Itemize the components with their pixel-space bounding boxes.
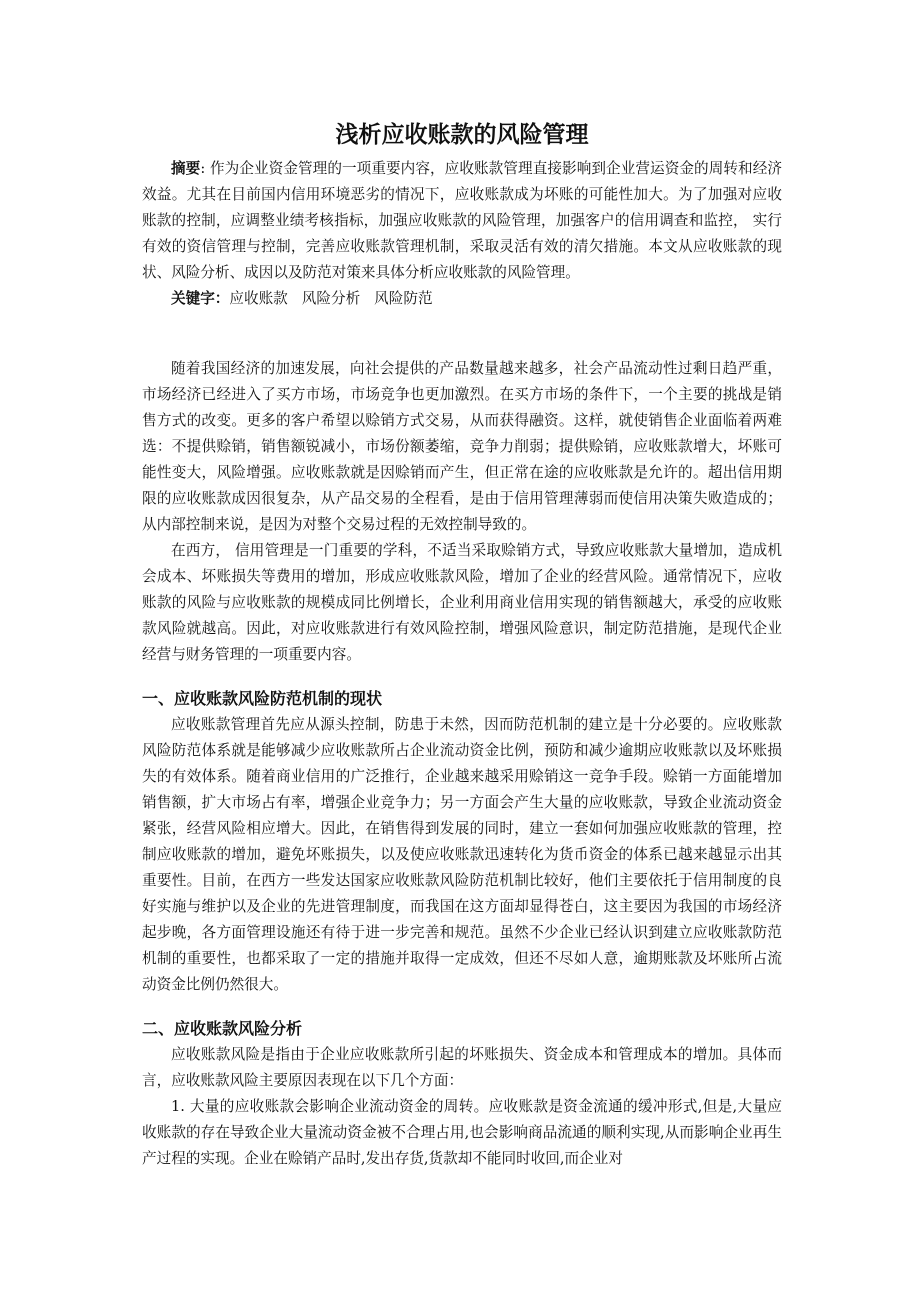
body-paragraph: 应收账款管理首先应从源头控制，防患于未然，因而防范机制的建立是十分必要的。应收账款风险防范体系就是能够减少应收账款所占企业流动资金比例，预防和减少逾期应收账款以及坏账损失的有效体系。随着商业信用的广泛推行，企业越来越采用赊销这一竞争手段。赊销一方面能增加销售额，扩大市场占有率，增强企业竞争力；另一方面会产生大量的应收账款，导致企业流动资金紧张，经营风险相应增大。因此，在销售得到发展的同时，建立一套如何加强应收账款的管理，控制应收账款的增加，避免坏账损失，以及使应收账款迅速转化为货币资金的体系已越来越显示出其重要性。目前，在西方一些发达国家应收账款风险防范机制比较好，他们主要依托于信用制度的良好实施与维护以及企业的先进管理制度，而我国在这方面却显得苍白，这主要因为我国的市场经济起步晚，各方面管理设施还有待于进一步完善和规范。虽然不少企业已经认识到建立应收账款防范机制的重要性，也都采取了一定的措施并取得一定成效，但还不尽如人意，逾期账款及坏账所占流动资金比例仍然很大。 [142,716,782,993]
body-paragraph: 在西方， 信用管理是一门重要的学科，不适当采取赊销方式，导致应收账款大量增加，造成机会成本、坏账损失等费用的增加，形成应收账款风险，增加了企业的经营风险。通常情况下，应收账款的风险与应收账款的规模成同比例增长，企业利用商业信用实现的销售额越大，承受的应收账款风险就越高。因此，对应收账款进行有效风险控制，增强风险意识，制定防范措施，是现代企业经营与财务管理的一项重要内容。 [142,542,782,663]
keywords-label: 关键字： [171,290,230,307]
keyword-item: 应收账款 [229,290,288,307]
keywords [142,286,782,312]
abstract [142,156,782,286]
document-title: 浅析应收账款的风险管理 [335,122,589,148]
abstract-text: 作为企业资金管理的一项重要内容，应收账款管理直接影响到企业营运资金的周转和经济效益。尤其在目前国内信用环境恶劣的情况下，应收账款成为坏账的可能性加大。为了加强对应收账款的控制，应调整业绩考核指标，加强应收账款的风险管理，加强客户的信用调查和监控， 实行有效的资信管理与控制，完善应收账款管理机制，采取灵活有效的清欠措施。本文从应收账款的现状、风险分析、成因以及防范对策来具体分析应收账款的风险管理。 [142,160,782,281]
section-heading: 二、应收账款风险分析 [142,1019,303,1038]
keyword-item: 风险分析 [301,290,361,307]
keyword-item: 风险防范 [374,290,433,307]
body-paragraph: 1. 大量的应收账款会影响企业流动资金的周转。应收账款是资金流通的缓冲形式,但是,大量应收账款的存在导致企业大量流动资金被不合理占用,也会影响商品流通的顺利实现,从而影响企业再生产过程的实现。企业在赊销产品时,发出存货,货款却不能同时收回,而企业对 [142,1098,782,1167]
section-heading: 一、应收账款风险防范机制的现状 [142,689,383,708]
body-paragraph: 应收账款风险是指由于企业应收账款所引起的坏账损失、资金成本和管理成本的增加。具体而言，应收账款风险主要原因表现在以下几个方面： [142,1046,782,1089]
spacer [142,998,782,1016]
abstract-colon: : [200,160,210,177]
spacer [142,668,782,686]
body-paragraph: 随着我国经济的加速发展，向社会提供的产品数量越来越多，社会产品流动性过剩日趋严重，市场经济已经进入了买方市场，市场竞争也更加激烈。在买方市场的条件下，一个主要的挑战是销售方式的改变。更多的客户希望以赊销方式交易，从而获得融资。这样，就使销售企业面临着两难选：不提供赊销，销售额锐减小，市场份额萎缩，竞争力削弱；提供赊销，应收账款增大，坏账可能性变大，风险增强。应收账款就是因赊销而产生，但正常在途的应收账款是允许的。超出信用期限的应收账款成因很复杂，从产品交易的全程看，是由于信用管理薄弱而使信用决策失败造成的；从内部控制来说，是因为对整个交易过程的无效控制导致的。 [142,360,782,533]
spacer [142,312,782,356]
abstract-label: 摘要 [171,160,201,177]
document-page [142,118,782,1172]
